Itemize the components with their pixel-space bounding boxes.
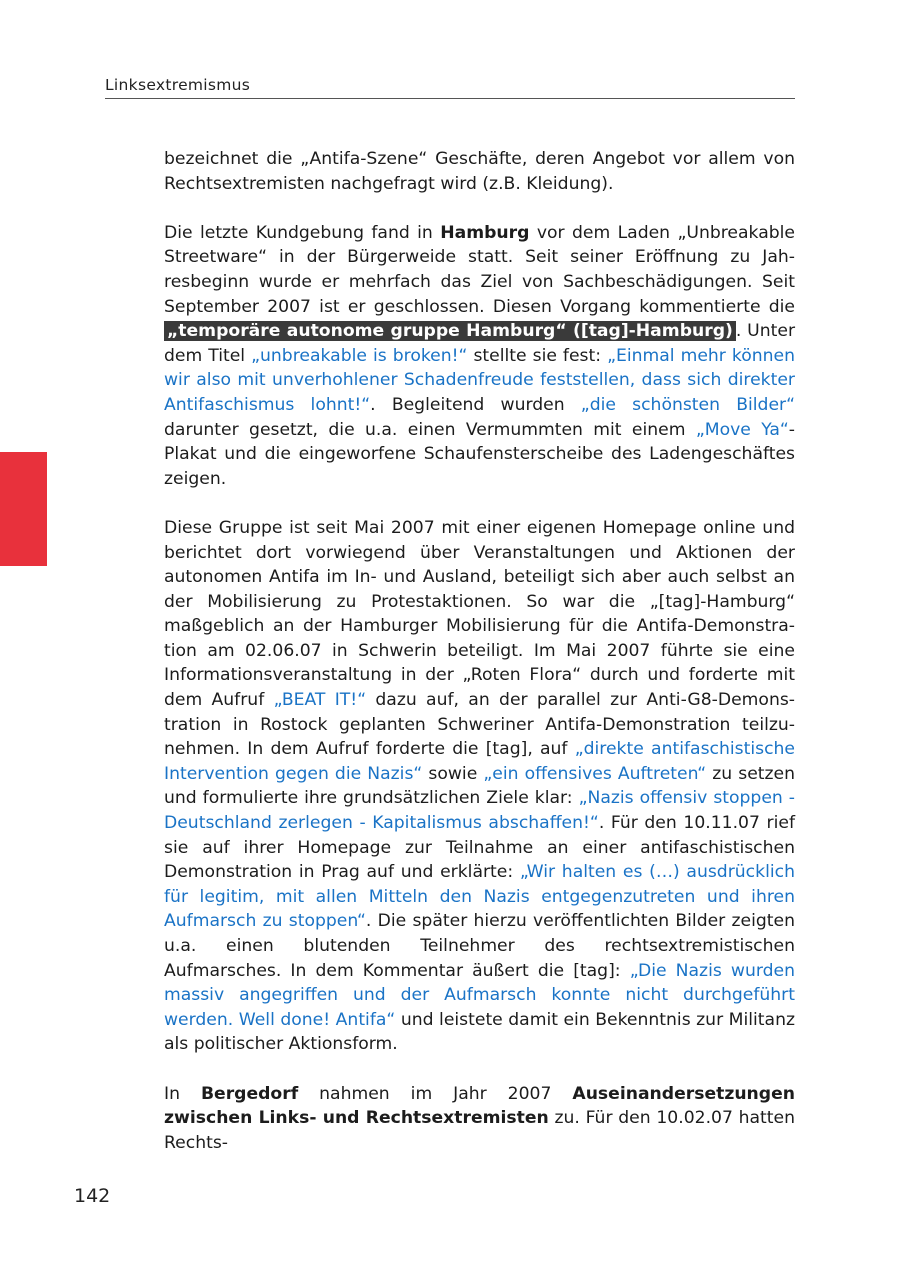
text-span: zu setzen und formulierte ihre grundsätzlichen Ziele klar: <box>164 763 795 809</box>
text-span: . Unter dem Titel <box>164 321 796 366</box>
text-span: In <box>164 1083 201 1104</box>
text-span: . Die später hierzu veröffentlichten Bilder zeigten u.a. einen blutenden Teilnehmer des rechtsextremistischen Aufmarsches. In dem Kommentar äußert die [tag]: <box>164 911 795 981</box>
paragraph-2 <box>164 221 795 492</box>
section-tab-marker <box>0 452 47 566</box>
highlighted-group-name: „temporäre autonome gruppe Hamburg“ ([tag]-Hamburg) <box>164 321 736 341</box>
quote-pictures: „die schönsten Bilder“ <box>580 394 795 415</box>
text-span: Die letzte Kundgebung fand in <box>164 222 441 243</box>
text-span: sowie <box>422 763 484 784</box>
text-span: . Begleitend wurden <box>370 394 581 415</box>
header-rule <box>105 98 795 99</box>
quote-legitimacy: „Wir halten es (…) ausdrücklich für legitim, mit allen Mitteln den Nazis entgegenzutreten und ihren Aufmarsch zu stoppen“ <box>164 862 795 932</box>
bold-place-hamburg: Hamburg <box>440 222 530 243</box>
text-span: . Für den 10.11.07 rief sie auf ihrer Homepage zur Teilnahme an einer antifaschistischen Demonstration in Prag auf und erklärte: <box>164 813 795 883</box>
quote-call: „BEAT IT!“ <box>273 690 367 711</box>
text-span: stellte sie fest: <box>467 345 608 366</box>
quote-title: „unbreakable is broken!“ <box>251 345 468 366</box>
bold-phrase: Auseinandersetzungen zwischen Links- und Rechtsextremisten <box>164 1083 795 1129</box>
quote-offensive: „ein offensives Auftreten“ <box>483 763 707 784</box>
text-span: Diese Gruppe ist seit Mai 2007 mit einer eigenen Homepage online und berichtet dort vorwiegend über Veranstaltungen und Aktionen der autonomen Antifa im In- und Ausland, beteiligt sich aber auch selbst an der Mobilisierung zu Protestaktionen. So war die „[tag]-Hamburg“ maßgeblich an der Hamburger Mobilisierung für die Antifa-Demonstration am 02.06.07 in Schwerin beteiligt. Im Mai 2007 führte sie eine Informationsveranstaltung in der „Roten Flora“ durch und forderte mit dem Aufruf <box>164 517 795 711</box>
page-number: 142 <box>74 1185 111 1207</box>
quote-statement: „Einmal mehr können wir also mit unverhohlener Schadenfreude feststellen, dass sich direkter Antifaschismus lohnt!“ <box>164 345 795 415</box>
text-span: bezeichnet die „Antifa-Szene“ Geschäfte, deren Angebot vor allem von Rechtsextremisten nachgefragt wird (z.B. Kleidung). <box>164 149 795 194</box>
paragraph-3 <box>164 516 795 1057</box>
text-span: nahmen im Jahr 2007 <box>298 1083 573 1104</box>
running-head: Linksextremismus <box>105 76 251 94</box>
quote-intervention: „direkte antifaschistische Intervention gegen die Nazis“ <box>164 739 795 784</box>
text-span: und leistete damit ein Bekenntnis zur Militanz als politischer Aktionsform. <box>164 1009 795 1055</box>
quote-goals: „Nazis offensiv stoppen - Deutschland zerlegen - Kapitalismus abschaffen!“ <box>164 788 795 834</box>
body-text <box>164 147 795 1180</box>
paragraph-4 <box>164 1082 795 1156</box>
bold-place-bergedorf: Bergedorf <box>200 1083 299 1104</box>
text-span: vor dem Laden „Unbreakable Streetware“ in der Bürgerweide statt. Seit seiner Eröffnung zu Jahresbeginn wurde er mehrfach das Ziel von Sachbeschädigungen. Seit September 2007 ist er geschlossen. Diesen Vorgang kommentierte die <box>164 222 795 317</box>
quote-comment: „Die Nazis wurden massiv angegriffen und der Aufmarsch konnte nicht durchgeführt werden. Well done! Antifa“ <box>164 960 795 1030</box>
text-span: -Plakat und die eingeworfene Schaufensterscheibe des Ladengeschäftes zeigen. <box>164 419 795 489</box>
paragraph-1 <box>164 147 795 196</box>
text-span: zu. Für den 10.02.07 hatten Rechts- <box>164 1108 796 1153</box>
quote-poster: „Move Ya“ <box>695 419 789 440</box>
text-span: darunter gesetzt, die u.a. einen Vermummten mit einem <box>164 419 696 440</box>
text-span: dazu auf, an der parallel zur Anti-G8-Demonstration in Rostock geplanten Schweriner Antifa-Demonstration teilzunehmen. In dem Aufruf forderte die [tag], auf <box>164 690 795 760</box>
